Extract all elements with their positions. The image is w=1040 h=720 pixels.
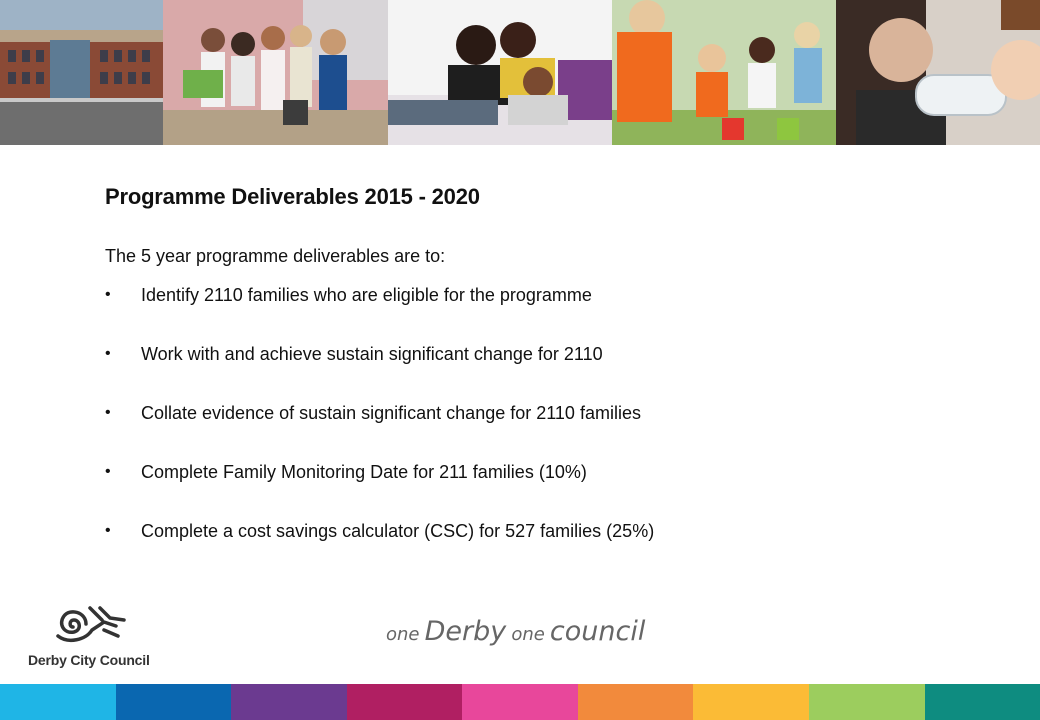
- intro-text: The 5 year programme deliverables are to:: [105, 246, 446, 266]
- stripe-segment: [809, 684, 925, 720]
- children-painting-photo: [612, 0, 836, 145]
- council-building-photo: [0, 0, 163, 145]
- stripe-segment: [231, 684, 347, 720]
- list-item-text: Work with and achieve sustain significant change for 2110: [141, 344, 603, 364]
- bullet-marker: •: [105, 522, 111, 539]
- stripe-segment: [462, 684, 578, 720]
- slogan-derby: Derby: [424, 616, 507, 647]
- slogan-one-b: one: [511, 624, 545, 645]
- bullet-marker: •: [105, 463, 111, 480]
- list-item: [105, 519, 965, 543]
- stripe-segment: [116, 684, 232, 720]
- bullet-marker: •: [105, 345, 111, 362]
- slogan-one-a: one: [386, 624, 420, 645]
- list-item-text: Identify 2110 families who are eligible for the programme: [141, 285, 592, 305]
- derby-city-council-logo: [28, 600, 168, 672]
- stripe-segment: [925, 684, 1040, 720]
- slide-content: [105, 182, 965, 578]
- stripe-segment: [693, 684, 809, 720]
- list-item-text: Collate evidence of sustain significant change for 2110 families: [141, 403, 641, 423]
- family-photo: [388, 0, 612, 145]
- school-children-photo: [163, 0, 388, 145]
- bullet-marker: •: [105, 286, 111, 303]
- stripe-segment: [0, 684, 116, 720]
- slogan-council: council: [549, 616, 646, 647]
- inhaler-photo: [836, 0, 1040, 145]
- deliverables-list: [105, 283, 965, 543]
- list-item: [105, 342, 965, 366]
- list-item-text: Complete Family Monitoring Date for 211 families (10%): [141, 462, 587, 482]
- list-item: [105, 460, 965, 484]
- ram-emblem-icon: [28, 600, 128, 650]
- stripe-segment: [578, 684, 694, 720]
- list-item: [105, 401, 965, 425]
- color-stripe: [0, 684, 1040, 720]
- stripe-segment: [347, 684, 463, 720]
- council-name: Derby City Council: [28, 652, 150, 668]
- photo-banner: [0, 0, 1040, 145]
- list-item-text: Complete a cost savings calculator (CSC) for 527 families (25%): [141, 521, 655, 541]
- bullet-marker: •: [105, 404, 111, 421]
- list-item: [105, 283, 965, 307]
- slogan: [386, 616, 645, 647]
- slide-title: Programme Deliverables 2015 - 2020: [105, 184, 480, 209]
